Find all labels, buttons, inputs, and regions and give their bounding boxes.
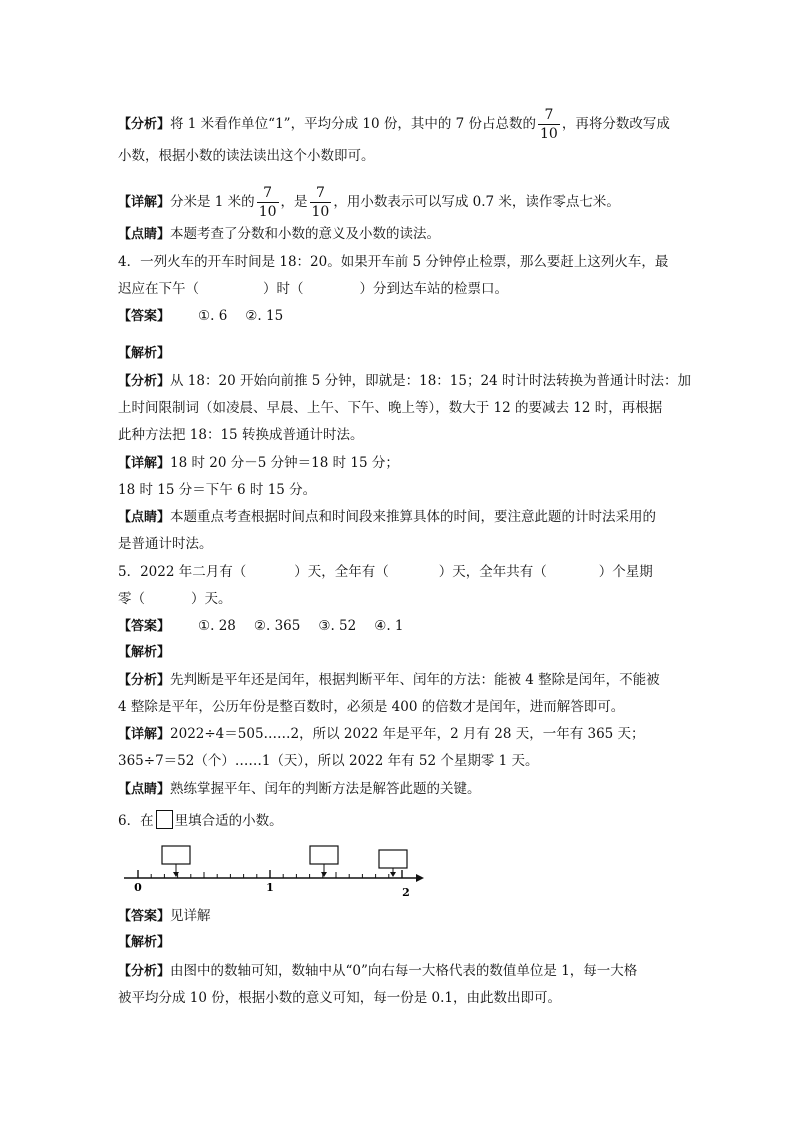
- axis-label-0: 0: [134, 881, 142, 894]
- answer-item: ④. 1: [374, 618, 404, 634]
- axis-label-1: 1: [266, 881, 274, 894]
- q3-analysis-line1: [118, 106, 670, 143]
- point-tag: 【点睛】: [118, 227, 171, 242]
- down-arrow-icon: [321, 872, 327, 877]
- q4-question-line1: 4．一列火车的开车时间是 18：20。如果开车前 5 分钟停止检票，那么要赶上这列火车，最: [118, 254, 669, 270]
- detail-tag: 【详解】: [118, 195, 171, 210]
- q6-jiexi-tag: 【解析】: [118, 935, 171, 950]
- q5-jiexi-tag: 【解析】: [118, 645, 171, 660]
- axis-label-2: 2: [402, 886, 410, 899]
- down-arrow-icon: [173, 872, 179, 877]
- q5-detail-line1: 【详解】2022÷4＝505……2，所以 2022 年是平年，2 月有 28 天，一年有 365 天；: [118, 726, 645, 742]
- answer-item: ②. 15: [245, 308, 284, 324]
- answer-box-2[interactable]: [310, 846, 338, 877]
- q3-point-line: 【点睛】本题考查了分数和小数的意义及小数的读法。: [118, 226, 441, 242]
- q5-question-line2: 零（ ）天。: [118, 591, 232, 607]
- answer-item: ③. 52: [318, 618, 357, 634]
- q5-analysis-line2: 4 整除是平年，公历年份是整百数时，必须是 400 的倍数才是闰年，进而解答即可。: [118, 699, 625, 715]
- answer-tag: 【答案】: [118, 309, 171, 324]
- fraction: $\frac{7}{10}$: [258, 185, 277, 220]
- q4-analysis-line2: 上时间限制词（如凌晨、早晨、上午、下午、晚上等），数大于 12 的要减去 12 时，再根据: [118, 400, 663, 416]
- q4-analysis-line3: 此种方法把 18：15 转换成普通计时法。: [118, 427, 364, 443]
- q4-jiexi-tag: 【解析】: [118, 346, 171, 361]
- q4-point-line2: 是普通计时法。: [118, 536, 213, 552]
- number-line: [118, 840, 428, 902]
- answer-box-3[interactable]: [379, 850, 407, 877]
- q5-analysis-line1: 【分析】先判断是平年还是闰年，根据判断平年、闰年的方法：能被 4 整除是闰年，不能被: [118, 672, 660, 688]
- answer-tag: 【答案】: [118, 619, 171, 634]
- answer-text: 见详解: [170, 908, 211, 924]
- analysis-text: 将 1 米看作单位“1”，平均分成 10 份，其中的 7 份占总数的: [170, 116, 537, 132]
- q4-question-line2: 迟应在下午（ ）时（ ）分到达车站的检票口。: [118, 281, 508, 297]
- q5-detail-line2: 365÷7＝52（个）……1（天），所以 2022 年有 52 个星期零 1 天。: [118, 753, 539, 769]
- q5-point-line: 【点睛】熟练掌握平年、闰年的判断方法是解答此题的关键。: [118, 781, 481, 797]
- fraction: $\frac{7}{10}$: [540, 107, 558, 142]
- answer-item: ①. 28: [198, 618, 236, 634]
- analysis-tag: 【分析】: [118, 117, 171, 132]
- q6-analysis-line1: 【分析】由图中的数轴可知，数轴中从“0”向右每一大格代表的数值单位是 1，每一大格: [118, 963, 638, 979]
- q6-answer-line: [118, 906, 211, 927]
- q5-answer-line: [118, 616, 422, 637]
- fraction: $\frac{7}{10}$: [311, 185, 330, 220]
- answer-item: ②. 365: [253, 618, 301, 634]
- q6-question-line: 6．在 里填合适的小数。: [118, 810, 283, 831]
- q4-analysis-line1: 【分析】从 18：20 开始向前推 5 分钟，即就是：18：15；24 时计时法转换为普通计时法：加: [118, 373, 691, 389]
- q4-detail-line1: 【详解】18 时 20 分－5 分钟＝18 时 15 分；: [118, 455, 399, 471]
- q5-question-line1: 5．2022 年二月有（ ）天，全年有（ ）天，全年共有（ ）个星期: [118, 564, 653, 580]
- analysis-text: ，再将分数改写成: [561, 116, 670, 132]
- answer-box-1[interactable]: [162, 846, 190, 877]
- empty-box-icon: [156, 810, 173, 829]
- answer-item: ①. 6: [198, 308, 228, 324]
- q3-analysis-line2: 小数，根据小数的读法读出这个小数即可。: [118, 148, 375, 164]
- axis-arrow-icon: [416, 874, 424, 882]
- down-arrow-icon: [390, 872, 396, 877]
- q6-analysis-line2: 被平均分成 10 份，根据小数的意义可知，每一份是 0.1，由此数出即可。: [118, 990, 562, 1006]
- q3-detail-line: 【详解】分米是 1 米的 $\frac{7}{10}$ ，是 $\frac{7}{10}$ ，用小数表示可以写成 0.7 米，读作零点七米。: [118, 185, 620, 220]
- answer-tag: 【答案】: [118, 909, 171, 924]
- q4-point-line1: 【点睛】本题重点考查根据时间点和时间段来推算具体的时间，要注意此题的计时法采用的: [118, 509, 657, 525]
- q4-detail-line2: 18 时 15 分＝下午 6 时 15 分。: [118, 482, 317, 498]
- q4-answer-line: [118, 306, 301, 327]
